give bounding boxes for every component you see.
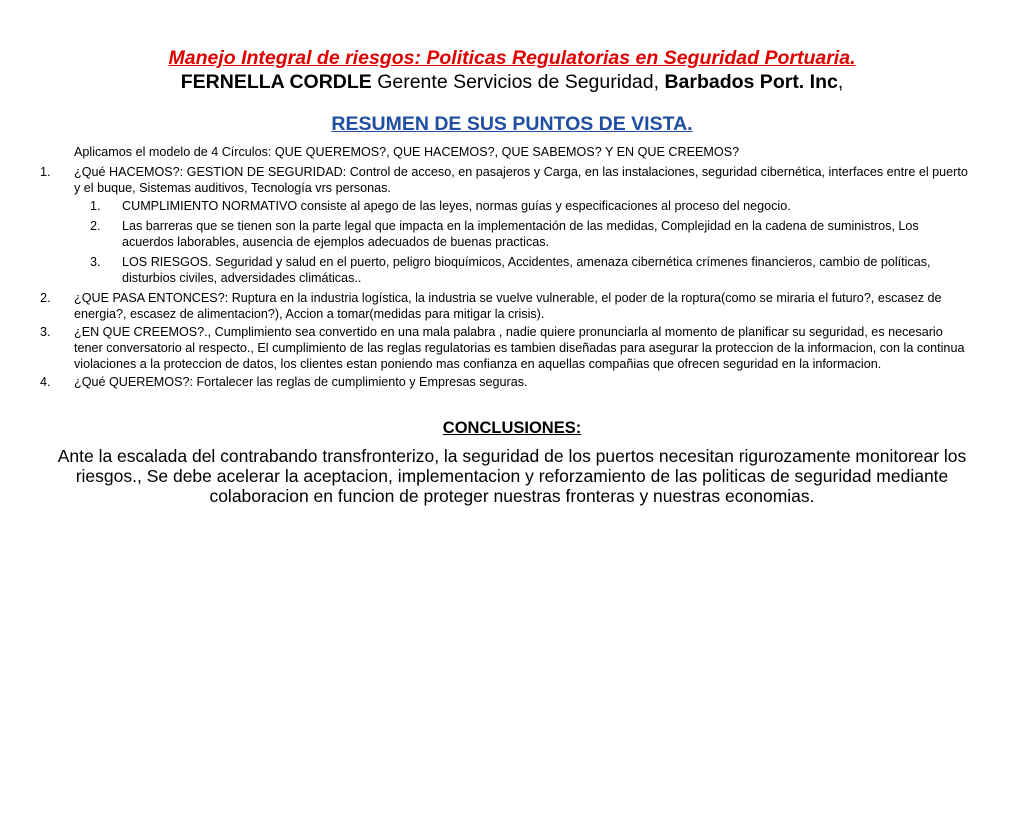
summary-heading: RESUMEN DE SUS PUNTOS DE VISTA.	[331, 113, 693, 135]
list-item-text: ¿Qué QUEREMOS?: Fortalecer las reglas de cumplimiento y Empresas seguras.	[74, 375, 528, 389]
list-item-text: ¿EN QUE CREEMOS?., Cumplimiento sea convertido en una mala palabra , nadie quiere pronunciarla al momento de planificar su seguridad, es necesario tener conversatorio al respecto., El cumplimiento de las reglas regulatorias es tambien diseñadas para asegurar la proteccion de la informacion, con la continua violaciones a la proteccion de datos, los clientes estan poniendo mas confianza en aquellas compañias que ofrecen seguridad en la informacion.	[74, 325, 965, 371]
sub-item-number: 2.	[90, 219, 101, 233]
sub-list	[74, 198, 972, 286]
list-item	[0, 164, 1024, 286]
list-item	[0, 290, 1024, 322]
list-item-text: ¿Qué HACEMOS?: GESTION DE SEGURIDAD: Control de acceso, en pasajeros y Carga, en las instalaciones, seguridad cibernética, interfaces entre el puerto y el buque, Sistemas auditivos, Tecnología vrs personas.	[74, 165, 968, 195]
summary-intro: Aplicamos el modelo de 4 Círculos: QUE QUEREMOS?, QUE HACEMOS?, QUE SABEMOS? Y EN QUE CREEMOS?	[74, 145, 740, 159]
sub-list-item	[74, 218, 972, 250]
slide	[0, 46, 1024, 814]
title-presenter-line	[40, 70, 984, 94]
list-item-text: ¿QUE PASA ENTONCES?: Ruptura en la industria logística, la industria se vuelve vulnerable, el poder de la roptura(como se miraria el futuro?, escasez de energia?, escasez de alimentacion?), Accion a tomar(medidas para mitigar la crisis).	[74, 291, 942, 321]
presenter-role: Gerente Servicios de Seguridad,	[371, 71, 665, 93]
presenter-company: Barbados Port. Inc	[664, 71, 838, 93]
list-item-number: 1.	[40, 165, 51, 179]
list-item	[0, 324, 1024, 372]
presenter-name: FERNELLA CORDLE	[180, 71, 372, 93]
slide-title	[40, 46, 984, 94]
conclusions-text: Ante la escalada del contrabando transfronterizo, la seguridad de los puertos necesitan rigurozamente monitorear los riesgos., Se debe acelerar la aceptacion, implementacion y reforzamiento de las politicas de seguridad mediante colaboracion en funcion de proteger nuestras fronteras y nuestras economias.	[57, 446, 967, 506]
title-suffix: ,	[837, 71, 844, 93]
title-main: Manejo Integral de riesgos: Politicas Regulatorias en Seguridad Portuaria.	[168, 47, 856, 69]
sub-item-number: 1.	[90, 199, 101, 213]
conclusions-heading: CONCLUSIONES:	[442, 419, 582, 437]
list-item-number: 4.	[40, 375, 51, 389]
sub-item-text: LOS RIESGOS. Seguridad y salud en el puerto, peligro bioquímicos, Accidentes, amenaza cibernética crímenes financieros, cambio de políticas, disturbios civiles, adversidades climáticas..	[122, 255, 931, 285]
list-item-number: 2.	[40, 291, 51, 305]
summary-list	[0, 164, 1024, 390]
sub-item-number: 3.	[90, 255, 101, 269]
sub-list-item	[74, 198, 972, 214]
list-item-number: 3.	[40, 325, 51, 339]
list-item	[0, 374, 1024, 390]
sub-item-text: Las barreras que se tienen son la parte legal que impacta en la implementación de las medidas, Complejidad en la cadena de suministros, Los acuerdos laborables, ausencia de ejemplos adecuados de buenas practicas.	[122, 219, 919, 249]
sub-item-text: CUMPLIMIENTO NORMATIVO consiste al apego de las leyes, normas guías y especificaciones al proceso del negocio.	[122, 199, 791, 213]
sub-list-item	[74, 254, 972, 286]
